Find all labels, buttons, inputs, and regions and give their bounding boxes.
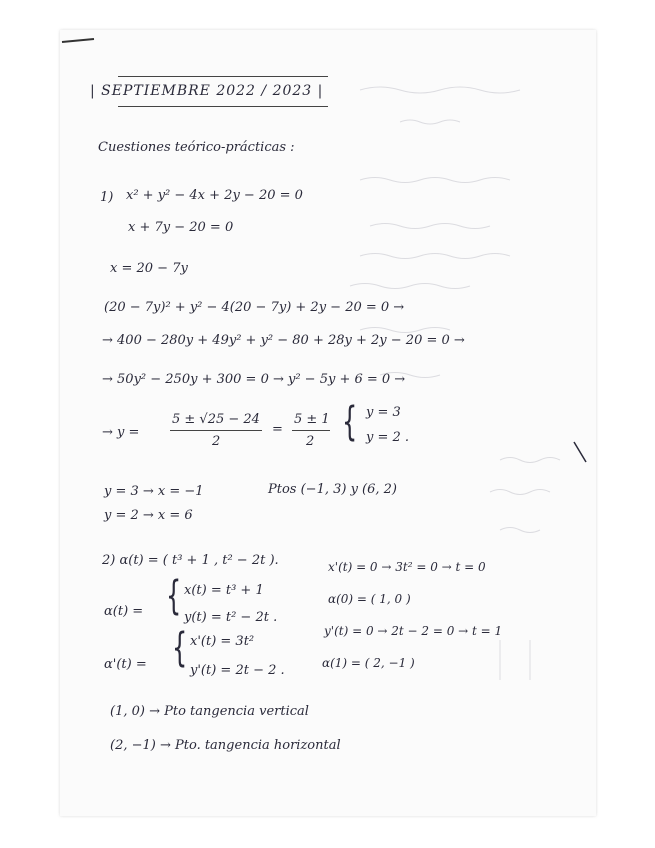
notebook-page	[60, 30, 596, 816]
problem1-equation-1: x² + y² − 4x + 2y − 20 = 0	[126, 188, 303, 203]
title-top-rule	[118, 76, 328, 77]
problem2-definition: 2) α(t) = ( t³ + 1 , t² − 2t ).	[102, 553, 279, 568]
alpha-at-0: α(0) = ( 1, 0 )	[328, 592, 411, 606]
conclusion-vertical-tangent: (1, 0) → Pto tangencia vertical	[110, 704, 309, 719]
xprime-of-t: x'(t) = 3t²	[190, 634, 255, 649]
yprime-of-t: y'(t) = 2t − 2 .	[190, 663, 285, 678]
fraction-1-denominator: 2	[212, 434, 221, 449]
alpha-label: α(t) =	[104, 604, 144, 619]
problem1-step-1: x = 20 − 7y	[110, 261, 188, 276]
solution-1: y = 3 → x = −1	[104, 484, 204, 499]
fraction-1-numerator: 5 ± √25 − 24	[172, 412, 260, 427]
horizontal-condition: y'(t) = 0 → 2t − 2 = 0 → t = 1	[324, 624, 503, 638]
quadratic-formula-prefix: → y =	[102, 425, 140, 440]
problem1-step-2: (20 − 7y)² + y² − 4(20 − 7y) + 2y − 20 = 0 →	[104, 300, 405, 315]
problem1-number: 1)	[100, 190, 114, 205]
intersection-points: Ptos (−1, 3) y (6, 2)	[268, 482, 398, 497]
x-of-t: x(t) = t³ + 1	[184, 583, 264, 598]
root-2: y = 2 .	[366, 430, 410, 445]
problem1-step-3: → 400 − 280y + 49y² + y² − 80 + 28y + 2y − 20 = 0 →	[102, 333, 465, 348]
corner-pen-mark	[60, 36, 100, 46]
y-of-t: y(t) = t² − 2t .	[184, 610, 278, 625]
section-heading: Cuestiones teórico-prácticas :	[98, 140, 295, 155]
stray-pen-mark	[572, 440, 592, 470]
conclusion-horizontal-tangent: (2, −1) → Pto. tangencia horizontal	[110, 738, 341, 753]
fraction-2-bar	[292, 430, 330, 431]
fraction-2-denominator: 2	[306, 434, 315, 449]
roots-brace: {	[342, 399, 358, 445]
derivative-label: α'(t) =	[104, 657, 147, 672]
fraction-2-numerator: 5 ± 1	[294, 412, 330, 427]
alpha-at-1: α(1) = ( 2, −1 )	[322, 656, 415, 670]
derivative-brace: {	[172, 625, 188, 671]
root-1: y = 3	[366, 405, 401, 420]
page-title: | SEPTIEMBRE 2022 / 2023 |	[90, 83, 324, 99]
alpha-brace: {	[166, 573, 182, 619]
solution-2: y = 2 → x = 6	[104, 508, 193, 523]
vertical-condition: x'(t) = 0 → 3t² = 0 → t = 0	[328, 560, 486, 574]
fraction-1-bar	[170, 430, 262, 431]
equals-sign: =	[272, 422, 283, 437]
problem1-equation-2: x + 7y − 20 = 0	[128, 220, 234, 235]
problem1-step-4: → 50y² − 250y + 300 = 0 → y² − 5y + 6 = 0 →	[102, 372, 406, 387]
title-bottom-rule	[118, 106, 328, 107]
